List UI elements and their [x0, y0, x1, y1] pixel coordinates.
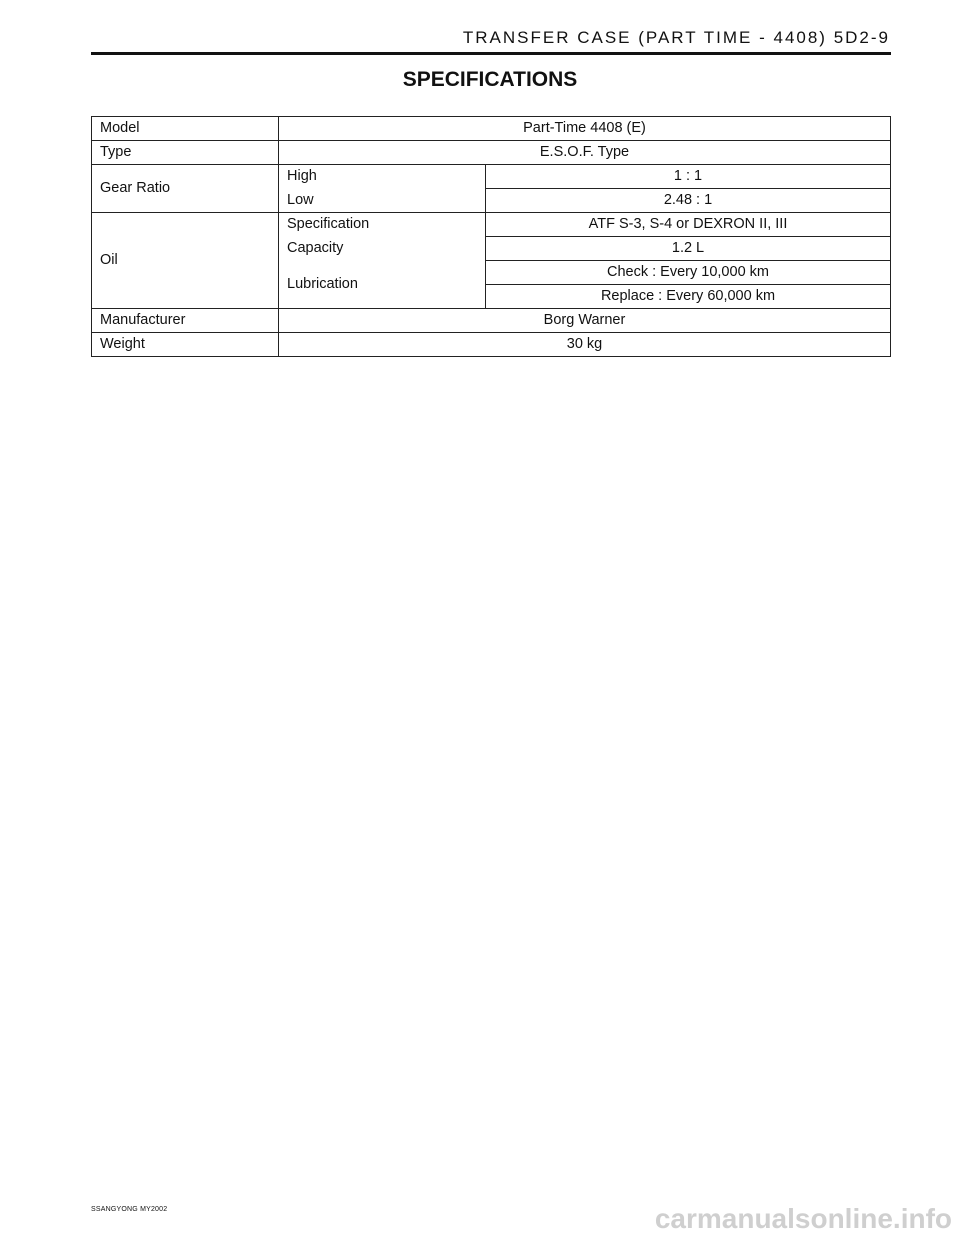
- manufacturer-label: Manufacturer: [92, 309, 279, 333]
- oil-label: Oil: [92, 213, 279, 309]
- model-label: Model: [92, 117, 279, 141]
- specifications-table: [91, 116, 891, 357]
- oil-lubrication-replace-value: Replace : Every 60,000 km: [486, 285, 891, 309]
- table-row-type: [92, 141, 891, 165]
- table-row-gear-ratio-high: [92, 165, 891, 189]
- oil-specification-label: Specification: [279, 213, 486, 237]
- gear-ratio-label: Gear Ratio: [92, 165, 279, 213]
- oil-specification-value: ATF S-3, S-4 or DEXRON II, III: [486, 213, 891, 237]
- oil-lubrication-label: Lubrication: [279, 261, 486, 309]
- section-title: SPECIFICATIONS: [402, 68, 578, 91]
- table-row-oil-specification: [92, 213, 891, 237]
- weight-label: Weight: [92, 333, 279, 357]
- oil-capacity-label: Capacity: [279, 237, 486, 261]
- gear-ratio-low-label: Low: [279, 189, 486, 213]
- type-label: Type: [92, 141, 279, 165]
- gear-ratio-high-value: 1 : 1: [486, 165, 891, 189]
- model-value: Part-Time 4408 (E): [279, 117, 891, 141]
- page-header-title: TRANSFER CASE (PART TIME - 4408) 5D2-9: [462, 28, 890, 47]
- gear-ratio-low-value: 2.48 : 1: [486, 189, 891, 213]
- page-footer-text: SSANGYONG MY2002: [91, 1206, 168, 1213]
- table-row-weight: [92, 333, 891, 357]
- header-divider: [91, 52, 891, 55]
- table-row-manufacturer: [92, 309, 891, 333]
- oil-capacity-value: 1.2 L: [486, 237, 891, 261]
- oil-lubrication-check-value: Check : Every 10,000 km: [486, 261, 891, 285]
- gear-ratio-high-label: High: [279, 165, 486, 189]
- manufacturer-value: Borg Warner: [279, 309, 891, 333]
- type-value: E.S.O.F. Type: [279, 141, 891, 165]
- weight-value: 30 kg: [279, 333, 891, 357]
- watermark-text: carmanualsonline.info: [654, 1203, 952, 1234]
- table-row-model: [92, 117, 891, 141]
